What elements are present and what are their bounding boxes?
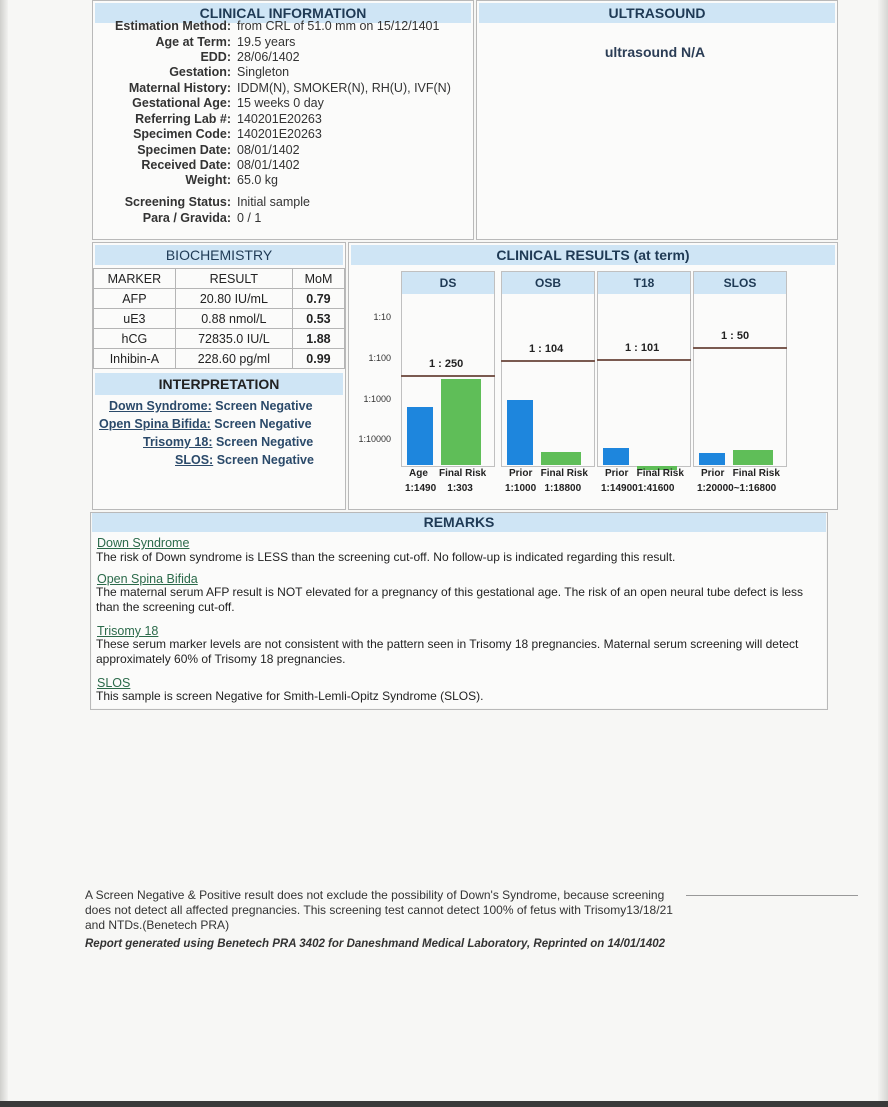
risk-panel-t18 [597, 271, 691, 467]
result-cell: 72835.0 IU/L [175, 329, 292, 349]
biochemistry-title: BIOCHEMISTRY [95, 245, 343, 265]
field-value: from CRL of 51.0 mm on 15/12/1401 [237, 19, 440, 33]
table-header-row [94, 269, 345, 289]
footer-divider [686, 895, 858, 896]
page-edge-right [878, 0, 888, 1107]
footer-disclaimer: A Screen Negative & Positive result does not exclude the possibility of Down's Syndrome, because screening does not detect all affected pregnancies. This screening test cannot detect 100% of fetus with Trisomy13/18/21 and NTDs.(Benetech PRA) [85, 888, 673, 932]
ultrasound-value: ultrasound N/A [604, 44, 706, 60]
remark-title: Trisomy 18 [97, 624, 159, 638]
table-row [94, 289, 345, 309]
cutoff-label: 1 : 101 [625, 342, 660, 355]
y-tick-label: 1:10000 [358, 434, 391, 444]
result-cell: 20.80 IU/mL [175, 289, 292, 309]
risk-panel-slos [693, 271, 787, 467]
interpretation-key: SLOS: [175, 453, 214, 467]
field-label: Estimation Method: [115, 19, 231, 33]
interpretation-item [99, 417, 312, 431]
field-value: 19.5 years [237, 35, 296, 49]
marker-cell: AFP [94, 289, 176, 309]
result-cell: 228.60 pg/ml [175, 349, 292, 369]
result-cell: 0.88 nmol/L [175, 309, 292, 329]
marker-cell: hCG [94, 329, 176, 349]
cutoff-line [401, 375, 495, 377]
bar-t18-prior [603, 448, 629, 465]
remarks-box [92, 512, 826, 708]
panel-title: OSB [502, 272, 594, 294]
bar-ds-prior [407, 407, 433, 465]
field-value: 140201E20263 [237, 112, 322, 126]
risk-chart [349, 243, 837, 509]
bar-osb-prior [507, 400, 533, 465]
interpretation-key: Down Syndrome: [109, 399, 212, 413]
remark-title: SLOS [97, 676, 131, 690]
field-label: Specimen Code: [133, 127, 231, 141]
mom-cell: 0.99 [292, 349, 344, 369]
field-label: Gestational Age: [132, 96, 231, 110]
panel-title: SLOS [694, 272, 786, 294]
field-value: IDDM(N), SMOKER(N), RH(U), IVF(N) [237, 81, 451, 95]
remark-text: The risk of Down syndrome is LESS than the screening cut-off. No follow-up is indicated regarding this result. [96, 550, 676, 564]
x-label-values: 1:20000~1:16800 [697, 483, 777, 494]
clinical-info-title: CLINICAL INFORMATION [95, 3, 471, 23]
x-label-names: Prior Final Risk [605, 468, 684, 479]
field-label: Referring Lab #: [135, 112, 231, 126]
field-value: 15 weeks 0 day [237, 96, 324, 110]
interpretation-title: INTERPRETATION [95, 373, 343, 395]
clinical-results-title: CLINICAL RESULTS (at term) [351, 245, 835, 265]
field-value: 140201E20263 [237, 127, 322, 141]
remark-text: The maternal serum AFP result is NOT elevated for a pregnancy of this gestational age. The risk of an open neural tube defect is less than the screening cut-off. [96, 585, 804, 614]
remark-text: These serum marker levels are not consistent with the pattern seen in Trisomy 18 pregnancies. Maternal serum screening will detect approximately 60% of Trisomy 18 pregnancies. [96, 637, 799, 666]
interpretation-key: Open Spina Bifida: [99, 417, 211, 431]
remark-title: Down Syndrome [97, 536, 190, 550]
header-mom: MoM [292, 269, 344, 289]
footer-generated: Report generated using Benetech PRA 3402 for Daneshmand Medical Laboratory, Reprinted on 14/01/1402 [85, 938, 666, 950]
cutoff-line [501, 360, 595, 362]
cutoff-label: 1 : 104 [529, 342, 564, 355]
bar-slos-final [733, 450, 773, 465]
interpretation-item [175, 453, 314, 467]
header-marker: MARKER [94, 269, 176, 289]
ultrasound-box [476, 0, 838, 240]
y-tick-label: 1:1000 [363, 394, 391, 404]
x-label-values: 1:1000 1:18800 [505, 483, 582, 494]
field-value: 08/01/1402 [237, 158, 300, 172]
cutoff-line [597, 359, 691, 361]
field-label: Gestation: [169, 65, 231, 79]
field-label: EDD: [200, 50, 231, 64]
x-label-values: 1:1490 1:303 [405, 483, 473, 494]
biochemistry-table [93, 268, 345, 369]
interpretation-item [109, 399, 313, 413]
field-label: Specimen Date: [137, 143, 231, 157]
field-value: 65.0 kg [237, 173, 279, 187]
field-value: 08/01/1402 [237, 143, 300, 157]
field-label: Para / Gravida: [142, 211, 231, 225]
field-value: Initial sample [237, 195, 310, 209]
remark-text: This sample is screen Negative for Smith-Lemli-Opitz Syndrome (SLOS). [96, 689, 484, 703]
ultrasound-title: ULTRASOUND [479, 3, 835, 23]
x-label-names: Age Final Risk [409, 468, 487, 479]
field-label: Screening Status: [124, 195, 231, 209]
y-tick-label: 1:10 [373, 312, 391, 322]
interpretation-item [143, 435, 313, 449]
table-row [94, 349, 345, 369]
remarks-title: REMARKS [92, 512, 826, 532]
header-result: RESULT [175, 269, 292, 289]
clinical-info-box [92, 0, 474, 240]
field-value: 0 / 1 [237, 211, 262, 225]
page-edge-bottom [0, 1101, 888, 1107]
mom-cell: 1.88 [292, 329, 344, 349]
field-label: Maternal History: [128, 81, 231, 95]
field-value: Singleton [237, 65, 290, 79]
interpretation-value: Screen Negative [215, 435, 314, 449]
y-tick-label: 1:100 [368, 353, 391, 363]
mom-cell: 0.53 [292, 309, 344, 329]
cutoff-label: 1 : 250 [429, 358, 464, 371]
biochemistry-box [92, 242, 346, 510]
cutoff-line [693, 347, 787, 349]
panel-title: DS [402, 272, 494, 294]
bar-slos-prior [699, 453, 725, 465]
interpretation-value: Screen Negative [215, 399, 313, 413]
interpretation-value: Screen Negative [214, 417, 312, 431]
mom-cell: 0.79 [292, 289, 344, 309]
field-value: 28/06/1402 [237, 50, 300, 64]
remark-title: Open Spina Bifida [97, 572, 198, 586]
marker-cell: uE3 [94, 309, 176, 329]
cutoff-label: 1 : 50 [721, 329, 750, 342]
interpretation-value: Screen Negative [216, 453, 314, 467]
field-label: Received Date: [141, 158, 231, 172]
clinical-results-box [348, 242, 838, 510]
marker-cell: Inhibin-A [94, 349, 176, 369]
table-row [94, 329, 345, 349]
panel-title: T18 [598, 272, 690, 294]
interpretation-key: Trisomy 18: [143, 435, 213, 449]
field-label: Age at Term: [155, 35, 231, 49]
table-row [94, 309, 345, 329]
x-label-names: Prior Final Risk [509, 468, 588, 479]
x-label-names: Prior Final Risk [701, 468, 780, 479]
bar-ds-final [441, 379, 481, 465]
x-label-values: 1:149001:41600 [601, 483, 675, 494]
bar-osb-final [541, 452, 581, 465]
field-label: Weight: [185, 173, 231, 187]
